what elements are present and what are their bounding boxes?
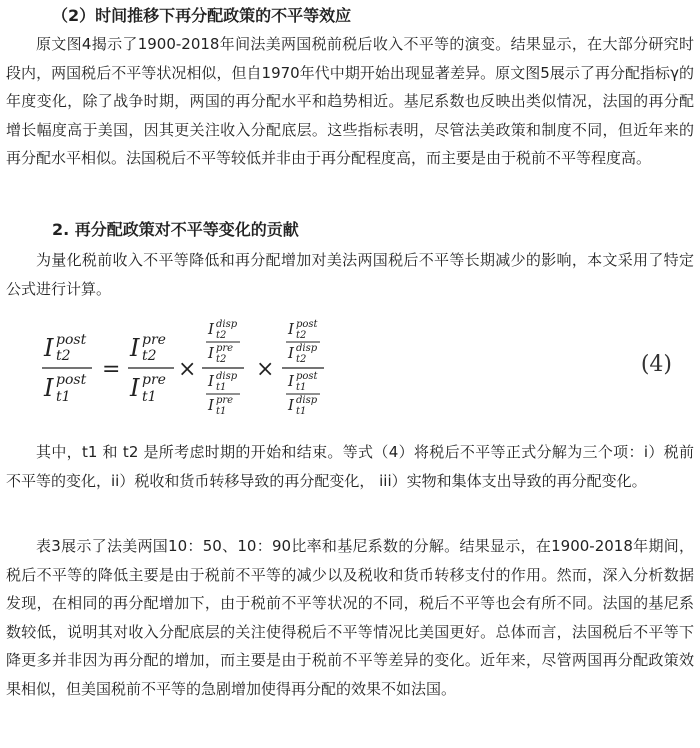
eq-sup-post: post: [296, 319, 318, 330]
eq-sub-t2: t2: [56, 348, 71, 364]
paragraph-figure-4-5-summary: 原文图4揭示了1900-2018年间法美两国税前税后收入不平等的演变。结果显示，在大部分研究时段内，两国税后不平等状况相似，但自1970年代中期开始出现显著差异。原文图5展示了再分配指标γ的年度变化，除了战争时期，两国的再分配水平和趋势相近。基尼系数也反映出类似情况，法国的再分配增长幅度高于美国，因其更关注收入分配底层。这些指标表明，尽管法美政策和制度不同，但近年来的再分配水平相似。法国税后不平等较低并非由于再分配程度高，而主要是由于税前不平等程度高。: [6, 35, 694, 168]
equation-lhs-fraction: [42, 332, 92, 405]
paragraph-intro-formula: 为量化税前收入不平等降低和再分配增加对美法两国税后不平等长期减少的影响，本文采用了特定公式进行计算。: [6, 251, 694, 298]
eq-sub-t1: t1: [296, 382, 307, 393]
equation-formula: [40, 318, 640, 426]
eq-sup-pre: pre: [142, 332, 166, 348]
eq-symbol: I: [208, 372, 214, 390]
eq-symbol: I: [208, 344, 214, 362]
eq-sub-t1: t1: [56, 389, 71, 405]
eq-symbol: I: [44, 374, 54, 402]
eq-sub-t1: t1: [216, 406, 227, 417]
eq-symbol: I: [208, 396, 214, 414]
eq-symbol: I: [288, 372, 294, 390]
eq-times: ×: [178, 357, 197, 382]
eq-sub-t1: t1: [142, 389, 157, 405]
eq-symbol: I: [288, 396, 294, 414]
eq-symbol: I: [44, 334, 54, 362]
section-heading-redistribution-effect: （2）时间推移下再分配政策的不平等效应: [52, 6, 352, 25]
equation-number: (4): [640, 352, 672, 377]
eq-sub-t2: t2: [296, 330, 307, 341]
eq-sub-t2: t2: [216, 354, 227, 365]
eq-sub-t1: t1: [296, 406, 307, 417]
paragraph-equation-explanation: 其中，t1 和 t2 是所考虑时期的开始和结束。等式（4）将税后不平等正式分解为三个项：i）税前不平等的变化，ii）税收和货币转移导致的再分配变化， iii）实物和集体支出导致的再分配变化。: [6, 443, 694, 490]
eq-sup-disp: disp: [296, 343, 318, 354]
eq-sup-pre: pre: [216, 395, 234, 406]
eq-symbol: I: [130, 374, 140, 402]
equation-4: [40, 318, 680, 426]
equation-post-disp-fraction: [282, 319, 324, 417]
eq-symbol: I: [288, 320, 294, 338]
eq-sup-disp: disp: [296, 395, 318, 406]
paragraph-table-3-summary: 表3展示了法美两国10：50、10：90比率和基尼系数的分解。结果显示，在1900-2018年期间，税后不平等的降低主要是由于税前不平等的减少以及税收和货币转移支付的作用。然而，深入分析数据发现，在相同的再分配增加下，由于税前不平等状况的不同，税后不平等也会有所不同。法国的基尼系数较低，说明其对收入分配底层的关注使得税后不平等情况比美国更好。总体而言，法国税后不平等下降更多并非因为再分配的增加，而主要是由于税前不平等差异的变化。近年来，尽管两国再分配政策效果相似，但美国税前不平等的急剧增加使得再分配的效果不如法国。: [6, 537, 694, 698]
eq-sup-disp: disp: [216, 319, 238, 330]
eq-sup-disp: disp: [216, 371, 238, 382]
equation-disp-pre-fraction: [202, 319, 244, 417]
eq-times: ×: [256, 357, 275, 382]
eq-symbol: I: [130, 334, 140, 362]
eq-sup-post: post: [56, 332, 87, 348]
eq-sup-pre: pre: [142, 372, 166, 388]
eq-sup-post: post: [56, 372, 87, 388]
equation-pre-fraction: [128, 332, 174, 405]
eq-symbol: I: [208, 320, 214, 338]
eq-sub-t2: t2: [296, 354, 307, 365]
eq-sup-post: post: [296, 371, 318, 382]
eq-symbol: I: [288, 344, 294, 362]
eq-sub-t2: t2: [142, 348, 157, 364]
eq-sup-pre: pre: [216, 343, 234, 354]
section-heading-contribution: 2. 再分配政策对不平等变化的贡献: [52, 220, 299, 239]
eq-equals: =: [102, 357, 121, 382]
eq-sub-t1: t1: [216, 382, 227, 393]
eq-sub-t2: t2: [216, 330, 227, 341]
